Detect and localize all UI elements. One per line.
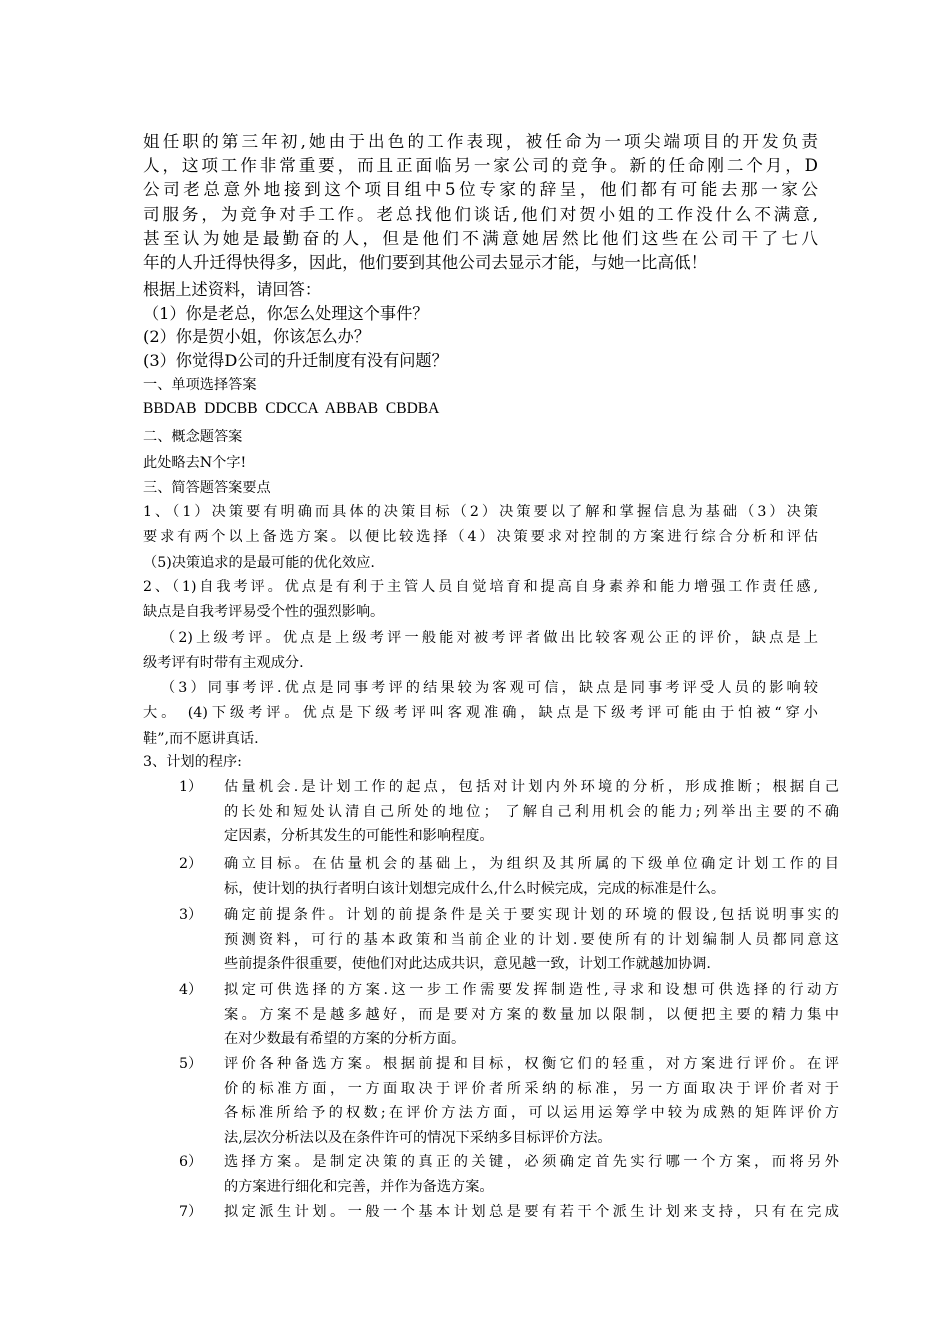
step-line: 的方案进行细化和完善，并作为备选方案。 <box>224 1178 494 1195</box>
step-line: 拟定派生计划。一般一个基本计划总是要有若干个派生计划来支持，只有在完成 <box>224 1204 839 1220</box>
step-line: 确立目标。在估量机会的基础上，为组织及其所属的下级单位确定计划工作的目 <box>224 856 839 872</box>
step-number: 4） <box>179 982 203 998</box>
concept-heading: 二、概念题答案 <box>143 429 243 445</box>
step-number: 7） <box>179 1204 203 1220</box>
plan-procedure-heading: 3、计划的程序: <box>143 754 242 770</box>
answer-line: （3）同事考评.优点是同事考评的结果较为客观可信，缺点是同事考评受人员的影响较 <box>161 680 818 697</box>
step-number: 5） <box>179 1056 203 1072</box>
step-line: 各标准所给予的权数;在评价方法方面，可以运用运筹学中较为成熟的矩阵评价方 <box>224 1105 839 1121</box>
step-number: 3） <box>179 907 203 923</box>
answer-line: 大。 (4)下级考评。优点是下级考评叫客观准确，缺点是下级考评可能由于怕被“穿小 <box>143 705 818 722</box>
step-line: 预测资料，可行的基本政策和当前企业的计划.要使所有的计划编制人员都同意这 <box>224 931 839 948</box>
step-line: 确定前提条件。计划的前提条件是关于要实现计划的环境的假设,包括说明事实的 <box>224 907 839 923</box>
case-line: 年的人升迁得快得多，因此，他们要到其他公司去显示才能，与她一比高低！ <box>143 253 708 273</box>
case-questions <box>143 280 818 372</box>
step-line: 在对少数最有希望的方案的分析方面。 <box>224 1031 466 1047</box>
single-choice-answers: BBDAB DDCBB CDCCA ABBAB CBDBA <box>143 400 440 417</box>
case-line: 司服务，为竞争对手工作。老总找他们谈话,他们对贺小姐的工作没什么不满意, <box>143 204 818 224</box>
answer-2 <box>143 575 818 752</box>
answer-line: 级考评有时带有主观成分. <box>143 654 304 671</box>
concept-note: 此处略去N个字! <box>143 455 247 471</box>
case-narrative <box>143 130 818 275</box>
step-line: 定因素，分析其发生的可能性和影响程度。 <box>224 828 494 844</box>
step-number: 1） <box>179 779 203 795</box>
single-choice-heading: 一、单项选择答案 <box>143 377 257 393</box>
answer-line: 缺点是自我考评易受个性的强烈影响。 <box>143 604 385 621</box>
step-line: 法,层次分析法以及在条件许可的情况下采纳多目标评价方法。 <box>224 1129 612 1146</box>
step-line: 评价各种备选方案。根据前提和目标，权衡它们的轻重，对方案进行评价。在评 <box>224 1056 839 1072</box>
step-number: 6） <box>179 1154 203 1170</box>
case-line: 姐任职的第三年初,她由于出色的工作表现，被任命为一项尖端项目的开发负责 <box>143 132 818 151</box>
step-line: 估量机会.是计划工作的起点，包括对计划内外环境的分析，形成推断；根据自己 <box>224 779 839 795</box>
answer-line: （5)决策追求的是最可能的优化效应. <box>143 554 375 571</box>
case-line: 人，这项工作非常重要，而且正面临另一家公司的竞争。新的任命刚二个月，D <box>143 156 818 176</box>
questions-intro: 根据上述资料，请回答： <box>143 280 322 299</box>
question-item: （1）你是老总，你怎么处理这个事件？ <box>143 303 429 323</box>
case-line: 公司老总意外地接到这个项目组中5位专家的辞呈，他们都有可能去那一家公 <box>143 180 818 200</box>
answer-line: 鞋”,而不愿讲真话. <box>143 730 259 747</box>
step-line: 案。方案不是越多越好，而是要对方案的数量加以限制，以便把主要的精力集中 <box>224 1006 839 1023</box>
step-line: 拟定可供选择的方案.这一步工作需要发挥制造性,寻求和设想可供选择的行动方 <box>224 982 839 998</box>
question-item: (2）你是贺小姐，你该怎么办？ <box>143 327 371 346</box>
question-item: (3）你觉得D公司的升迁制度有没有问题？ <box>143 350 448 370</box>
answer-line: 1、（1）决策要有明确而具体的决策目标（2）决策要以了解和掌握信息为基础（3）决策 <box>143 504 818 520</box>
answer-line: 要求有两个以上备选方案。以便比较选择（4）决策要求对控制的方案进行综合分析和评估 <box>143 529 818 546</box>
step-line: 些前提条件很重要，使他们对此达成共识，意见越一致，计划工作就越加协调. <box>224 956 711 972</box>
step-line: 价的标准方面，一方面取决于评价者所采纳的标准，另一方面取决于评价者对于 <box>224 1080 839 1097</box>
answer-1 <box>143 500 818 576</box>
step-line: 的长处和短处认清自己所处的地位； 了解自己利用机会的能力;列举出主要的不确 <box>224 803 839 820</box>
step-number: 2） <box>179 856 203 872</box>
short-answer-heading: 三、简答题答案要点 <box>143 480 271 496</box>
step-line: 标，使计划的执行者明白该计划想完成什么,什么时候完成，完成的标准是什么。 <box>224 880 726 897</box>
answer-line: 2、（1)自我考评。优点是有利于主管人员自觉培育和提高自身素养和能力增强工作责任感, <box>143 579 818 595</box>
step-line: 选择方案。是制定决策的真正的关键，必须确定首先实行哪一个方案，而将另外 <box>224 1154 839 1170</box>
answer-line: （2)上级考评。优点是上级考评一般能对被考评者做出比较客观公正的评价，缺点是上 <box>161 629 818 646</box>
case-line: 甚至认为她是最勤奋的人，但是他们不满意她居然比他们这些在公司干了七八 <box>143 228 818 248</box>
